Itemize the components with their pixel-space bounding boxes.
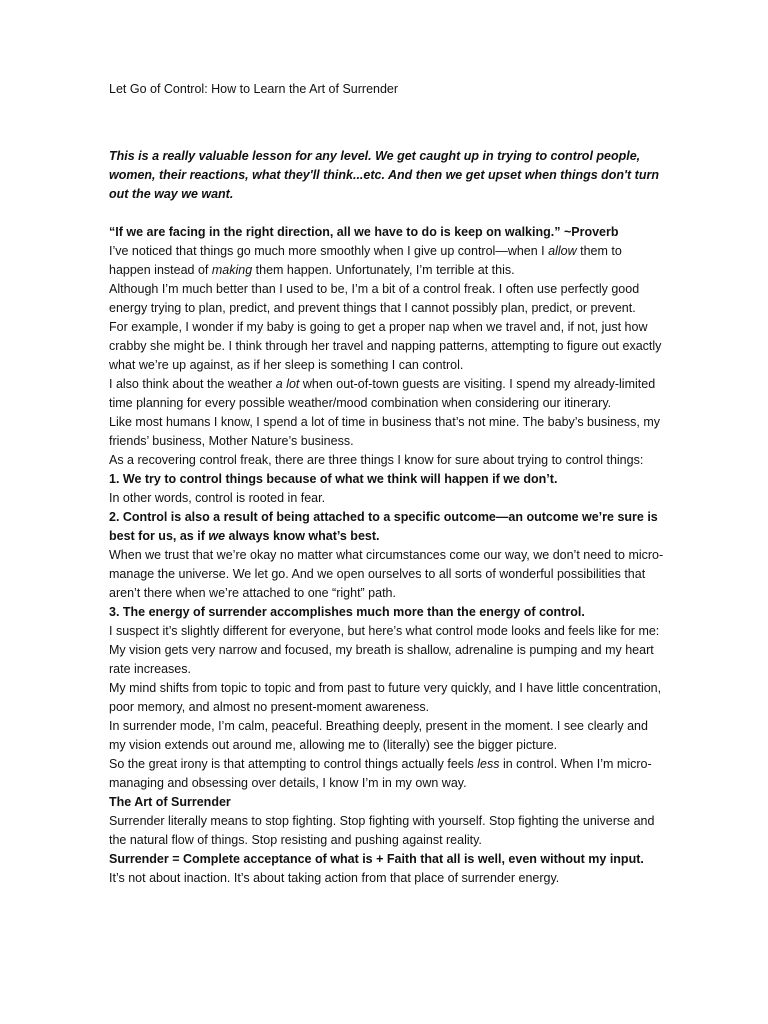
intro-paragraph: This is a really valuable lesson for any level. We get caught up in trying to control people, women, their reactions, what they'll think...etc. And then we get upset when things don't turn out the way we want. bbox=[109, 149, 659, 201]
paragraph-2: Although I’m much better than I used to be, I’m a bit of a control freak. I often use perfectly good energy trying to plan, predict, and prevent things that I cannot possibly plan, predict, or prevent. bbox=[109, 282, 640, 315]
paragraph-10: My mind shifts from topic to topic and from past to future very quickly, and I have little concentration, poor memory, and almost no present-moment awareness. bbox=[109, 681, 662, 714]
paragraph-12 bbox=[109, 755, 664, 793]
paragraph-8: When we trust that we’re okay no matter what circumstances come our way, we don’t need to micro-manage the universe. We let go. And we open ourselves to all sorts of wonderful possibilities that aren’t there when we’re attached to one “right” path. bbox=[109, 548, 664, 600]
paragraph-12-emphasis-less: less bbox=[477, 757, 500, 771]
paragraph-5: Like most humans I know, I spend a lot of time in business that’s not mine. The baby’s business, my friends’ business, Mother Nature’s business. bbox=[109, 415, 660, 448]
surrender-definition: Surrender = Complete acceptance of what is + Faith that all is well, even without my input. bbox=[109, 852, 644, 866]
paragraph-1 bbox=[109, 242, 664, 280]
paragraph-4-emphasis-a-lot: a lot bbox=[275, 377, 300, 391]
paragraph-9: I suspect it’s slightly different for everyone, but here’s what control mode looks and feels like for me: My vision gets very narrow and focused, my breath is shallow, adrenaline is pumping and my heart rate increases. bbox=[109, 624, 660, 676]
point-1-heading: 1. We try to control things because of what we think will happen if we don’t. bbox=[109, 472, 558, 486]
paragraph-3: For example, I wonder if my baby is going to get a proper nap when we travel and, if not, just how crabby she might be. I think through her travel and napping patterns, attempting to figure out exactly what we’re up against, as if her sleep is something I can control. bbox=[109, 320, 662, 372]
paragraph-11: In surrender mode, I’m calm, peaceful. Breathing deeply, present in the moment. I see clearly and my vision extends out around me, allowing me to (literally) see the bigger picture. bbox=[109, 719, 648, 752]
paragraph-14: It’s not about inaction. It’s about taking action from that place of surrender energy. bbox=[109, 871, 560, 885]
point-3-heading: 3. The energy of surrender accomplishes much more than the energy of control. bbox=[109, 605, 585, 619]
document-body bbox=[109, 80, 664, 888]
document-title: Let Go of Control: How to Learn the Art of Surrender bbox=[109, 82, 399, 96]
proverb-quote: “If we are facing in the right direction, all we have to do is keep on walking.” ~Proverb bbox=[109, 225, 619, 239]
paragraph-4-text-a: I also think about the weather bbox=[109, 377, 276, 391]
paragraph-4 bbox=[109, 375, 664, 413]
section-heading-art-of-surrender: The Art of Surrender bbox=[109, 795, 231, 809]
point-2-emphasis-we: we bbox=[208, 529, 226, 543]
paragraph-1-emphasis-making: making bbox=[211, 263, 253, 277]
point-2-text-a: 2. Control is also a result of being attached to a specific outcome—an outcome we’re sure is best for us, as if bbox=[109, 510, 658, 543]
paragraph-12-text-c: in control. When I’m micro-managing and obsessing over details, I know I’m in my own way. bbox=[109, 757, 652, 790]
paragraph-6: As a recovering control freak, there are three things I know for sure about trying to control things: bbox=[109, 453, 644, 467]
point-2-heading bbox=[109, 508, 664, 546]
paragraph-4-text-c: when out-of-town guests are visiting. I spend my already-limited time planning for every possible weather/mood combination when considering our itinerary. bbox=[109, 377, 656, 410]
paragraph-1-text-a: I’ve noticed that things go much more smoothly when I give up control—when I bbox=[109, 244, 549, 258]
point-2-text-c: always know what’s best. bbox=[225, 529, 380, 543]
paragraph-7: In other words, control is rooted in fear. bbox=[109, 491, 326, 505]
paragraph-1-text-e: them happen. Unfortunately, I’m terrible at this. bbox=[252, 263, 515, 277]
paragraph-1-text-c: them to happen instead of bbox=[109, 244, 622, 277]
paragraph-13: Surrender literally means to stop fighting. Stop fighting with yourself. Stop fighting the universe and the natural flow of things. Stop resisting and pushing against reality. bbox=[109, 814, 655, 847]
paragraph-1-emphasis-allow: allow bbox=[548, 244, 577, 258]
paragraph-12-text-a: So the great irony is that attempting to control things actually feels bbox=[109, 757, 478, 771]
